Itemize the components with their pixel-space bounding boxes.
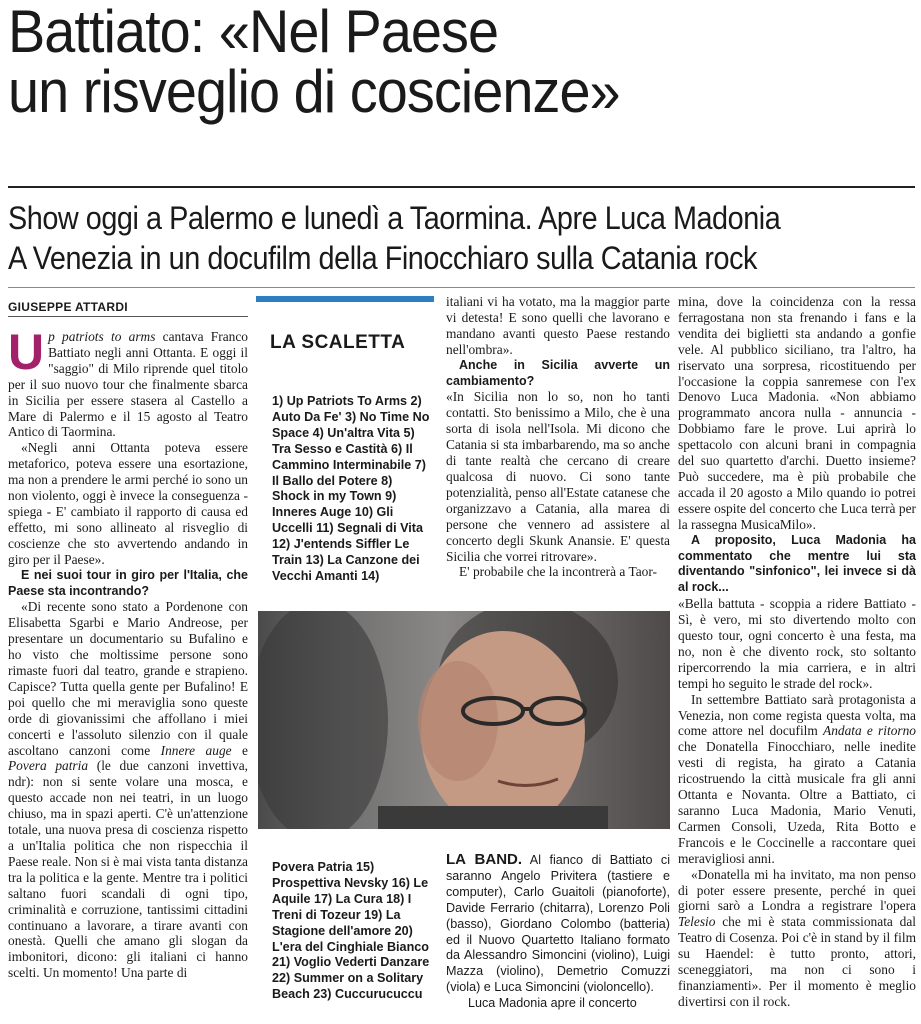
song-title: Innere auge <box>160 742 232 758</box>
paragraph: «Bella battuta - scoppia a ridere Battiato - Sì, è vero, mi sto divertendo molto con questo tour, ogni concerto è una festa, ma no, non è che divento rock, sto soltanto ripercorrendo la mia carriera, e in altri tempi ho seguito le strade del rock». <box>678 596 916 691</box>
article-column-4 <box>678 294 916 1010</box>
subtitle-line-2: A Venezia in un docufilm della Finocchiaro sulla Catania rock <box>8 240 757 276</box>
dropcap: U <box>8 324 45 380</box>
band-opener: Luca Madonia apre il concerto <box>468 996 637 1011</box>
headline-line-1: Battiato: «Nel Paese <box>8 0 499 65</box>
paragraph-text: «Donatella mi ha invitato, ma non penso di poter essere presente, perché in quei giorni sarò a Londra a registrare l'opera <box>678 866 916 914</box>
subtitle-line-1: Show oggi a Palermo e lunedì a Taormina. Apre Luca Madonia <box>8 200 781 236</box>
byline: GIUSEPPE ATTARDI <box>8 300 248 317</box>
song-title: Povera patria <box>8 758 89 774</box>
subtitle <box>8 198 836 278</box>
band-text: Al fianco di Battiato ci saranno Angelo Privitera (tastiere e computer), Carlo Guaitoli (pianoforte), Davide Ferrario (chitarra), Lorenzo Poli (basso), Giordano Colombo (batteria) ed il Nuovo Quartetto Italiano formato da Alessandro Simoncini (violino), Luigi Mazza (violino), Demetrio Comuzzi (viola) e Luca Simoncini (violoncello). <box>446 853 670 995</box>
paragraph-text: che Donatella Finocchiaro, nelle inedite vesti di regista, ha girato a Catania ricostruendo la città musicale fra gli anni Ottanta e Novanta. Oltre a Battiato, ci saranno Luca Madonia, Mario Venuti, Carmen Consoli, Uzeda, Rita Botto e Francois e le Coccinelle a raccontare quei meravigliosi anni. <box>678 739 916 866</box>
paragraph-text: che mi è stata commissionata dal Teatro di Cosenza. Poi c'è in stand by il film su Haendel: è tutto pronto, attori, sceneggiatori, ma non ci sono i finanziamenti». Per il momento è meglio divertirsi con il rock. <box>678 914 916 1009</box>
intro-text: cantava Franco Battiato negli anni Ottanta. E oggi il "saggio" di Milo riprende quel titolo per il suo nuovo tour che finalmente sbarca in Sicilia per essere stasera al Castello a Mare di Palermo e il 15 agosto al Teatro Antico di Taormina. <box>8 329 248 440</box>
headline <box>8 0 854 125</box>
article-column-3 <box>446 294 670 580</box>
interview-question: Anche in Sicilia avverte un cambiamento? <box>446 357 670 388</box>
paragraph-text: e <box>231 742 248 758</box>
opera-title: Telesio <box>678 914 716 930</box>
paragraph: mina, dove la coincidenza con la ressa ferragostana non sta frenando i fans e la vendita dei biglietti sta andando a gonfie vele. Al pubblico siciliano, tra l'altro, ha riservato una sorpresa, ricostituendo per l'occasione la coppia sanremese con l'ex Denovo Luca Madonia. «Non abbiamo programmato ancora nulla - annuncia - Dobbiamo fare le prove. Lui aprirà lo spettacolo con alcuni brani in compagnia del suo quartetto d'archi. Duetto insieme? Può succedere, ma è più probabile che accada il 20 agosto a Milo quando io potrei essere ospite del concerto che Luca terrà per la rassegna MusicaMilo». <box>678 294 916 532</box>
headline-line-2: un risveglio di coscienze» <box>8 58 620 125</box>
paragraph-text: (le due canzoni invettiva, ndr): non si sente volare una mosca, e questo accade non nei teatri, in un luogo chiuso, ma in spazi aperti. C'è un'attenzione totale, una nuova presa di coscienza rispetto a un'Italia politica che non rispecchia il Paese reale. Non si è mai vista tanta distanza tra la politica e la gente. Mentre tra i politici saltano fuori scandali di ogni tipo, criminalità e corruzione, tantissimi cittadini continuano a lavorare, a tirare avanti con onestà. Quelli che amano gli slogan da imbonitori, dicono: gli italiani ci hanno scelti. Un momento! Una parte di <box>8 758 249 981</box>
intro-quote: p patriots to arms <box>48 329 156 344</box>
subtitle-rule <box>8 287 915 288</box>
setlist-part-1: 1) Up Patriots To Arms 2) Auto Da Fe' 3) No Time No Space 4) Un'altra Vita 5) Tra Sesso e Castità 6) Il Cammino Interminabile 7) Il Ballo del Potere 8) Shock in my Town 9) Inneres Auge 10) Gli Uccelli 11) Segnali di Vita 12) J'entends Siffler Le Train 13) La Canzone dei Vecchi Amanti 14) <box>272 394 430 583</box>
paragraph-text: In settembre Battiato sarà protagonista a Venezia, non come regista questa volta, ma come attore nel docufilm <box>678 691 916 739</box>
setlist-part-2: Povera Patria 15) Prospettiva Nevsky 16) Le Aquile 17) La Cura 18) I Treni di Tozeur 19) La Stagione dell'amore 20) L'era del Cinghiale Bianco 21) Voglio Vederti Danzare 22) Summer on a Solitary Beach 23) Cuccurucuccu <box>272 860 430 1002</box>
band-label: LA BAND. <box>446 851 523 868</box>
paragraph: E' probabile che la incontrerà a Taor- <box>459 564 658 580</box>
portrait-illustration <box>258 611 670 829</box>
article-column-1 <box>8 324 249 981</box>
paragraph: «In Sicilia non lo so, non ho tanti contatti. Sto benissimo a Milo, che è una sorta di isola nell'Isola. Mi dicono che Catania si sta imbarbarendo, ma so anche di tante realtà che cercano di creare qualcosa di nuovo. Ci sono tante potenzialità, penso all'Estate catanese che organizzavo a Catania, alla marea di persone che vennero ad assistere al concerto degli Skunk Anansie. E' questa Sicilia che vorrei ritrovare». <box>446 389 670 564</box>
interview-question: E nei suoi tour in giro per l'Italia, che Paese sta incontrando? <box>8 567 248 598</box>
setlist-title: LA SCALETTA <box>270 332 406 353</box>
paragraph: italiani vi ha votato, ma la maggior parte vi detesta! E sono quelli che lavorano e mandano avanti questo Paese restando nell'ombra». <box>446 294 670 357</box>
interview-question: A proposito, Luca Madonia ha commentato che mentre lui sta diventando "sinfonico", lei invece si dà al rock... <box>678 532 916 595</box>
headline-rule <box>8 186 915 188</box>
battiato-photo <box>258 611 670 829</box>
paragraph: «Negli anni Ottanta poteva essere metaforico, poteva essere una esortazione, ma non a prendere le armi perché io sono un non violento, oggi è invece la conseguenza - spiega - E' cambiato il rapporto di causa ed effetto, mi sono allineato al risveglio di coscienze che sto avvertendo andando in giro per il Paese». <box>8 440 248 567</box>
paragraph-text: «Di recente sono stato a Pordenone con Elisabetta Sgarbi e Mario Andreose, per presentare un documentario su Bufalino e ho visto che moltissime persone sono rimaste fuori dal teatro, grande e strapieno. Capisce? Tutta quella gente per Bufalino! E poi quello che mi meraviglia sono queste orde di giovanissimi che affollano i miei concerti e l'assoluto silenzio con il quale ascoltano canzoni come <box>8 599 248 758</box>
film-title: Andata e ritorno <box>823 723 916 739</box>
band-info <box>446 852 670 1012</box>
